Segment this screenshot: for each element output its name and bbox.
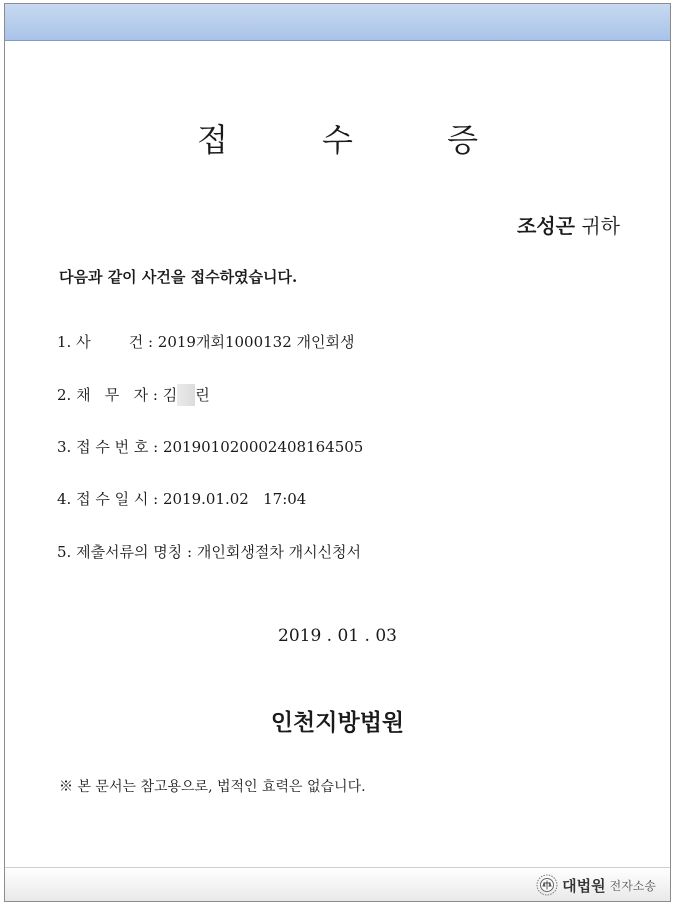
field-document-name	[57, 541, 361, 563]
recipient	[517, 211, 620, 241]
brand-main: 대법원	[562, 876, 606, 895]
field-label: 4. 접 수 일 시 :	[57, 490, 163, 508]
field-label: 5. 제출서류의 명칭 :	[57, 543, 197, 561]
field-receipt-datetime	[57, 488, 306, 510]
bottom-bar	[5, 867, 670, 901]
disclaimer-note: ※ 본 문서는 참고용으로, 법적인 효력은 없습니다.	[59, 779, 366, 795]
field-label: 1. 사 건 :	[57, 333, 158, 351]
field-value: 2019개회1000132 개인회생	[157, 333, 355, 351]
court-brand	[536, 874, 656, 896]
court-seal-icon	[536, 874, 558, 896]
field-case	[57, 331, 354, 353]
debtor-name-start: 김	[162, 386, 178, 404]
top-bar	[5, 4, 670, 41]
brand-sub: 전자소송	[609, 878, 656, 893]
issue-date: 2019 . 01 . 03	[278, 626, 397, 646]
document-title: 접 수 증	[196, 121, 521, 159]
field-value: 2019.01.02 17:04	[162, 490, 307, 508]
field-label: 3. 접 수 번 호 :	[57, 438, 163, 456]
recipient-name: 조성곤	[517, 214, 575, 238]
document-frame	[4, 3, 671, 902]
field-value: 20190102000240816450​5	[162, 438, 364, 456]
intro-text: 다음과 같이 사건을 접수하였습니다.	[59, 268, 298, 286]
field-receipt-number	[57, 436, 363, 458]
debtor-name-end: 린	[195, 386, 210, 404]
recipient-suffix: 귀하	[581, 214, 620, 238]
field-debtor	[57, 384, 210, 406]
field-label: 2. 채 무 자 :	[57, 386, 163, 404]
redaction-block	[177, 384, 195, 406]
field-value: 개인회생절차 개시신청서	[196, 543, 362, 561]
court-name: 인천지방법원	[270, 709, 405, 736]
